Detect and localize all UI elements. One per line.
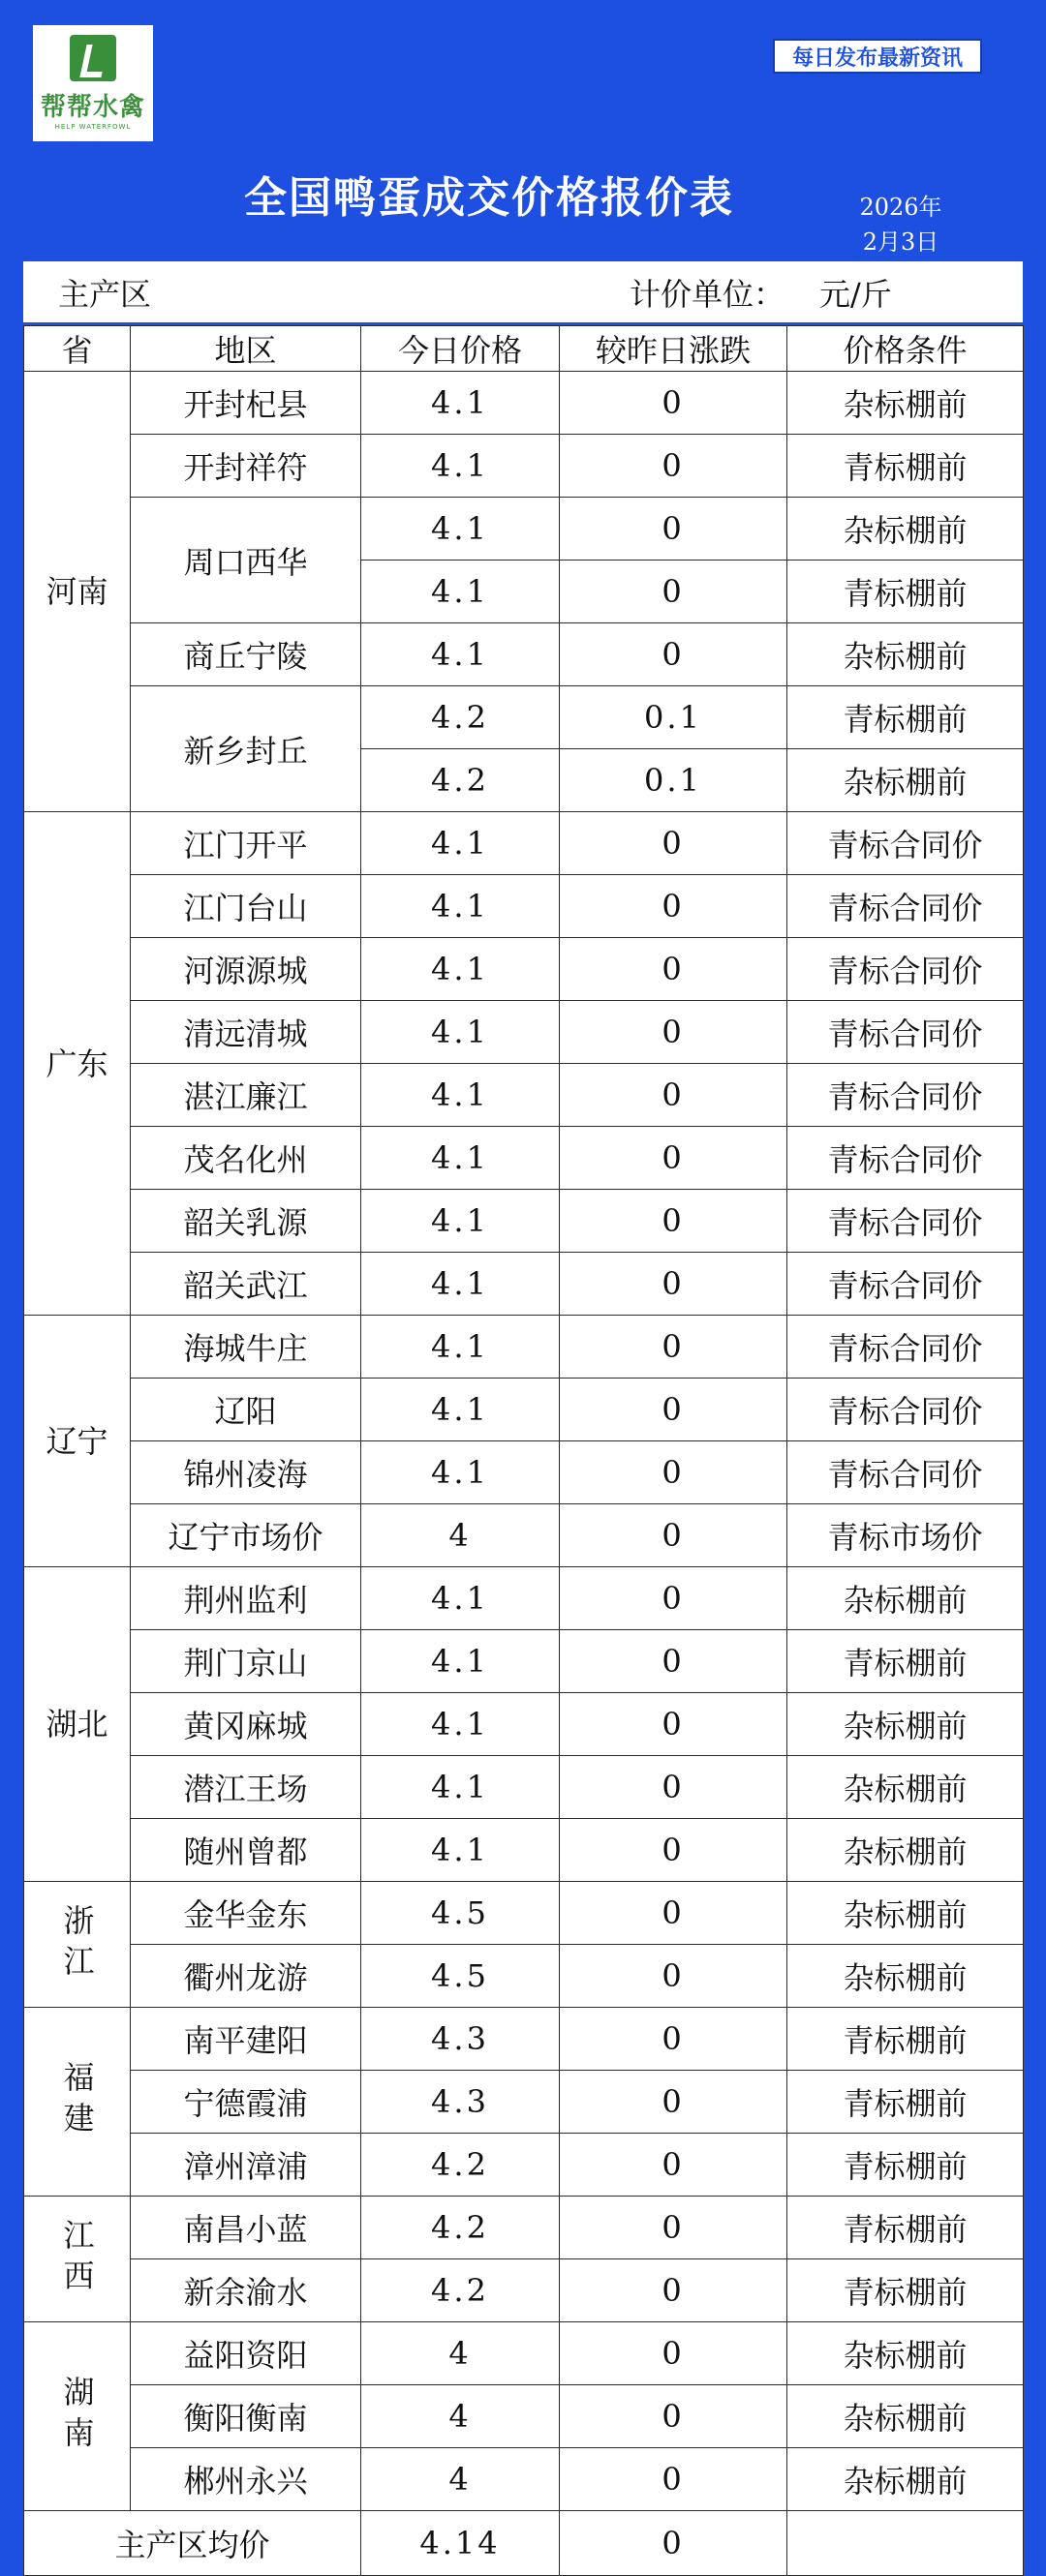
- region-cell: 郴州永兴: [131, 2448, 361, 2511]
- condition-cell: 青标合同价: [787, 1441, 1024, 1504]
- price-cell: 4.1: [361, 1567, 560, 1630]
- change-cell: 0: [560, 1504, 787, 1567]
- change-cell: 0: [560, 1882, 787, 1945]
- region-cell: 潜江王场: [131, 1756, 361, 1819]
- change-cell: 0: [560, 1756, 787, 1819]
- change-cell: 0: [560, 2134, 787, 2197]
- price-cell: 4.1: [361, 938, 560, 1001]
- page-title: 全国鸭蛋成交价格报价表: [244, 173, 734, 223]
- change-cell: 0: [560, 812, 787, 875]
- change-cell: 0: [560, 875, 787, 938]
- price-cell: 4.2: [361, 749, 560, 812]
- price-table: [23, 325, 1024, 2576]
- region-cell: 开封祥符: [131, 435, 361, 498]
- price-cell: 4.1: [361, 1127, 560, 1190]
- price-cell: 4.1: [361, 372, 560, 435]
- condition-cell: 青标棚前: [787, 1630, 1024, 1693]
- price-cell: 4.1: [361, 435, 560, 498]
- region-cell: 荆州监利: [131, 1567, 361, 1630]
- table-row: [24, 1756, 1024, 1819]
- average-price: 4.14: [361, 2511, 560, 2576]
- condition-cell: 青标合同价: [787, 1001, 1024, 1064]
- price-cell: 4.1: [361, 1253, 560, 1316]
- change-cell: 0: [560, 1819, 787, 1882]
- price-cell: 4.1: [361, 623, 560, 686]
- change-cell: 0.1: [560, 749, 787, 812]
- condition-cell: 青标棚前: [787, 2259, 1024, 2322]
- change-cell: 0: [560, 2071, 787, 2134]
- region-cell: 商丘宁陵: [131, 623, 361, 686]
- column-header: 省: [24, 326, 131, 372]
- condition-cell: 杂标棚前: [787, 749, 1024, 812]
- column-header: 较昨日涨跌: [560, 326, 787, 372]
- region-cell: 随州曾都: [131, 1819, 361, 1882]
- condition-cell: 杂标棚前: [787, 1567, 1024, 1630]
- region-cell: 开封杞县: [131, 372, 361, 435]
- region-cell: 衢州龙游: [131, 1945, 361, 2008]
- change-cell: 0: [560, 938, 787, 1001]
- region-cell: 茂名化州: [131, 1127, 361, 1190]
- price-cell: 4.1: [361, 1819, 560, 1882]
- change-cell: 0.1: [560, 686, 787, 749]
- region-cell: 湛江廉江: [131, 1064, 361, 1127]
- price-cell: 4.1: [361, 561, 560, 623]
- change-cell: 0: [560, 435, 787, 498]
- condition-cell: 青标合同价: [787, 1253, 1024, 1316]
- column-header: 价格条件: [787, 326, 1024, 372]
- price-cell: 4: [361, 2385, 560, 2448]
- table-row: [24, 1127, 1024, 1190]
- condition-cell: 杂标棚前: [787, 2385, 1024, 2448]
- price-cell: 4: [361, 2448, 560, 2511]
- daily-update-badge: [773, 39, 982, 74]
- table-row: [24, 1819, 1024, 1882]
- average-label: 主产区均价: [24, 2511, 361, 2576]
- change-cell: 0: [560, 1693, 787, 1756]
- change-cell: 0: [560, 1001, 787, 1064]
- average-condition: [787, 2511, 1024, 2576]
- table-row: [24, 1190, 1024, 1253]
- table-row: [24, 1630, 1024, 1693]
- change-cell: 0: [560, 1567, 787, 1630]
- condition-cell: 青标棚前: [787, 2197, 1024, 2259]
- change-cell: 0: [560, 623, 787, 686]
- change-cell: 0: [560, 1316, 787, 1379]
- table-row: [24, 938, 1024, 1001]
- change-cell: 0: [560, 498, 787, 561]
- table-row: [24, 2008, 1024, 2071]
- table-row: [24, 2259, 1024, 2322]
- table-row: [24, 1316, 1024, 1379]
- change-cell: 0: [560, 561, 787, 623]
- region-cell: 漳州漳浦: [131, 2134, 361, 2197]
- price-cell: 4.1: [361, 1001, 560, 1064]
- region-cell: 荆门京山: [131, 1630, 361, 1693]
- condition-cell: 青标合同价: [787, 875, 1024, 938]
- area-label: 主产区: [58, 275, 152, 313]
- table-row: [24, 2448, 1024, 2511]
- condition-cell: 青标棚前: [787, 435, 1024, 498]
- region-cell: 南平建阳: [131, 2008, 361, 2071]
- table-header-row: [24, 326, 1024, 372]
- price-cell: 4: [361, 1504, 560, 1567]
- table-row: [24, 2134, 1024, 2197]
- region-cell: 南昌小蓝: [131, 2197, 361, 2259]
- table-row: [24, 2071, 1024, 2134]
- price-cell: 4.3: [361, 2071, 560, 2134]
- province-cell: 湖南: [24, 2322, 131, 2511]
- region-cell: 益阳资阳: [131, 2322, 361, 2385]
- price-cell: 4.2: [361, 2259, 560, 2322]
- column-header: 今日价格: [361, 326, 560, 372]
- table-row: [24, 812, 1024, 875]
- condition-cell: 杂标棚前: [787, 1756, 1024, 1819]
- table-row: [24, 1567, 1024, 1630]
- price-cell: 4.2: [361, 686, 560, 749]
- condition-cell: 杂标棚前: [787, 372, 1024, 435]
- region-cell: 海城牛庄: [131, 1316, 361, 1379]
- column-header: 地区: [131, 326, 361, 372]
- report-date-day: 2月3日: [862, 228, 939, 256]
- condition-cell: 杂标棚前: [787, 498, 1024, 561]
- change-cell: 0: [560, 2448, 787, 2511]
- price-cell: 4.5: [361, 1882, 560, 1945]
- condition-cell: 青标棚前: [787, 2071, 1024, 2134]
- average-change: 0: [560, 2511, 787, 2576]
- table-row: [24, 1693, 1024, 1756]
- logo-icon: [70, 35, 116, 81]
- price-cell: 4.1: [361, 1379, 560, 1441]
- region-cell: 衡阳衡南: [131, 2385, 361, 2448]
- change-cell: 0: [560, 1441, 787, 1504]
- price-cell: 4.1: [361, 1630, 560, 1693]
- price-cell: 4.1: [361, 1693, 560, 1756]
- price-cell: 4.1: [361, 1190, 560, 1253]
- condition-cell: 青标合同价: [787, 1127, 1024, 1190]
- unit-value: 元/斤: [819, 275, 892, 313]
- table-row: [24, 372, 1024, 435]
- price-cell: 4.1: [361, 498, 560, 561]
- average-row: [24, 2511, 1024, 2576]
- change-cell: 0: [560, 2322, 787, 2385]
- table-row: [24, 2197, 1024, 2259]
- price-cell: 4.5: [361, 1945, 560, 2008]
- report-date-year: 2026年: [859, 194, 942, 221]
- region-cell: 江门台山: [131, 875, 361, 938]
- condition-cell: 青标棚前: [787, 561, 1024, 623]
- province-cell: 浙江: [24, 1882, 131, 2008]
- region-cell: 韶关乳源: [131, 1190, 361, 1253]
- table-row: [24, 623, 1024, 686]
- table-row: [24, 1379, 1024, 1441]
- price-cell: 4: [361, 2322, 560, 2385]
- table-row: [24, 2322, 1024, 2385]
- condition-cell: 杂标棚前: [787, 2322, 1024, 2385]
- price-cell: 4.1: [361, 1064, 560, 1127]
- region-cell: 黄冈麻城: [131, 1693, 361, 1756]
- price-cell: 4.1: [361, 1756, 560, 1819]
- table-row: [24, 498, 1024, 561]
- change-cell: 0: [560, 1630, 787, 1693]
- region-cell: 宁德霞浦: [131, 2071, 361, 2134]
- condition-cell: 杂标棚前: [787, 1819, 1024, 1882]
- change-cell: 0: [560, 1253, 787, 1316]
- table-row: [24, 1504, 1024, 1567]
- change-cell: 0: [560, 1190, 787, 1253]
- brand-logo: [33, 25, 153, 141]
- table-row: [24, 1945, 1024, 2008]
- price-cell: 4.1: [361, 1441, 560, 1504]
- province-cell: 辽宁: [24, 1316, 131, 1567]
- table-row: [24, 686, 1024, 749]
- province-cell: 福建: [24, 2008, 131, 2197]
- change-cell: 0: [560, 1379, 787, 1441]
- change-cell: 0: [560, 1945, 787, 2008]
- price-cell: 4.3: [361, 2008, 560, 2071]
- change-cell: 0: [560, 1127, 787, 1190]
- condition-cell: 杂标棚前: [787, 623, 1024, 686]
- table-row: [24, 875, 1024, 938]
- condition-cell: 青标合同价: [787, 1379, 1024, 1441]
- table-row: [24, 2385, 1024, 2448]
- condition-cell: 青标棚前: [787, 2134, 1024, 2197]
- report-date: [833, 190, 969, 259]
- province-cell: 江西: [24, 2197, 131, 2322]
- condition-cell: 杂标棚前: [787, 1882, 1024, 1945]
- region-cell: 辽宁市场价: [131, 1504, 361, 1567]
- change-cell: 0: [560, 2259, 787, 2322]
- price-cell: 4.1: [361, 1316, 560, 1379]
- table-row: [24, 1001, 1024, 1064]
- region-cell: 河源源城: [131, 938, 361, 1001]
- province-cell: 河南: [24, 372, 131, 812]
- region-cell: 金华金东: [131, 1882, 361, 1945]
- unit-label: 计价单位：: [630, 275, 785, 313]
- region-cell: 新余渝水: [131, 2259, 361, 2322]
- condition-cell: 青标市场价: [787, 1504, 1024, 1567]
- table-row: [24, 1253, 1024, 1316]
- region-cell: 韶关武江: [131, 1253, 361, 1316]
- price-cell: 4.2: [361, 2134, 560, 2197]
- price-table-container: [23, 261, 1023, 2576]
- logo-text: 帮帮水禽: [40, 93, 145, 122]
- table-row: [24, 435, 1024, 498]
- table-info-row: [23, 261, 1023, 325]
- change-cell: 0: [560, 2385, 787, 2448]
- region-cell: 辽阳: [131, 1379, 361, 1441]
- price-cell: 4.1: [361, 875, 560, 938]
- region-cell: 新乡封丘: [131, 686, 361, 812]
- badge-text: 每日发布最新资讯: [791, 45, 963, 71]
- price-cell: 4.2: [361, 2197, 560, 2259]
- price-cell: 4.1: [361, 812, 560, 875]
- table-row: [24, 1882, 1024, 1945]
- region-cell: 锦州凌海: [131, 1441, 361, 1504]
- condition-cell: 杂标棚前: [787, 2448, 1024, 2511]
- table-body: [24, 372, 1024, 2576]
- province-cell: 广东: [24, 812, 131, 1316]
- table-row: [24, 1441, 1024, 1504]
- condition-cell: 杂标棚前: [787, 1693, 1024, 1756]
- change-cell: 0: [560, 1064, 787, 1127]
- change-cell: 0: [560, 2008, 787, 2071]
- change-cell: 0: [560, 2197, 787, 2259]
- condition-cell: 青标合同价: [787, 1316, 1024, 1379]
- condition-cell: 青标棚前: [787, 686, 1024, 749]
- condition-cell: 青标棚前: [787, 2008, 1024, 2071]
- region-cell: 江门开平: [131, 812, 361, 875]
- condition-cell: 青标合同价: [787, 1190, 1024, 1253]
- condition-cell: 青标合同价: [787, 938, 1024, 1001]
- condition-cell: 青标合同价: [787, 812, 1024, 875]
- condition-cell: 杂标棚前: [787, 1945, 1024, 2008]
- region-cell: 清远清城: [131, 1001, 361, 1064]
- province-cell: 湖北: [24, 1567, 131, 1882]
- logo-subtext: HELP WATERFOWL: [54, 123, 132, 131]
- region-cell: 周口西华: [131, 498, 361, 623]
- change-cell: 0: [560, 372, 787, 435]
- condition-cell: 青标合同价: [787, 1064, 1024, 1127]
- table-row: [24, 1064, 1024, 1127]
